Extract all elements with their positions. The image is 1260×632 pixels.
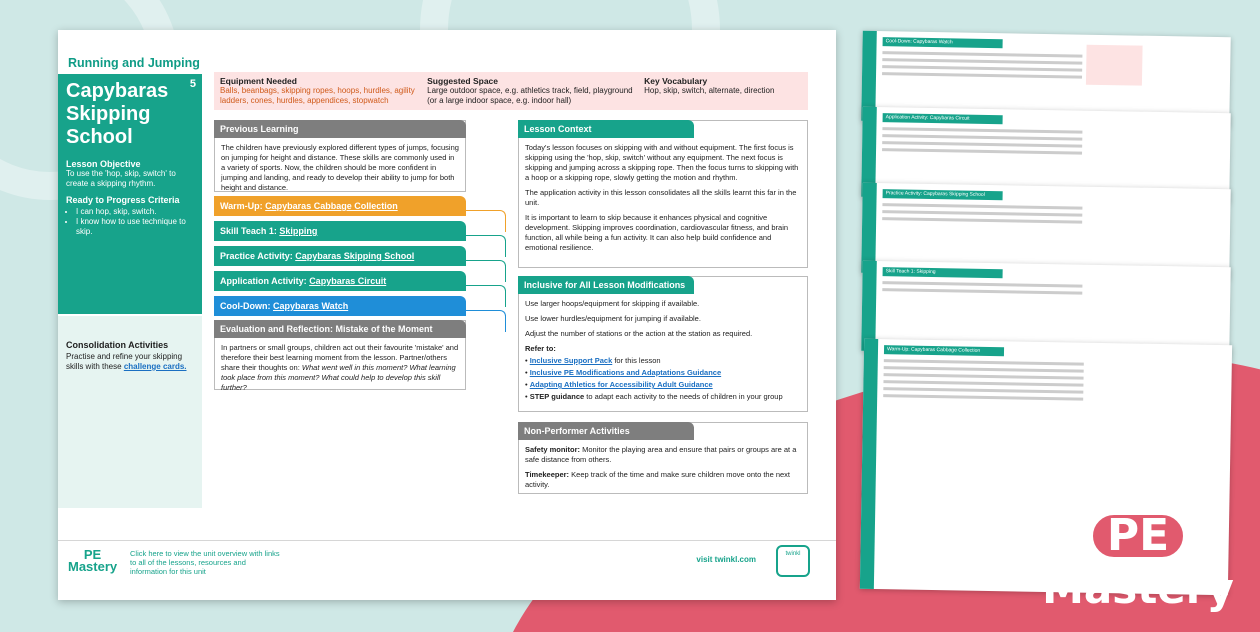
vocab-text: Hop, skip, switch, alternate, direction [644, 86, 775, 95]
twinkl-badge-icon: twinkl [776, 545, 810, 577]
strip-divider [466, 310, 506, 332]
sidebar [58, 54, 202, 508]
previous-heading: Previous Learning [214, 120, 466, 138]
objective-heading: Lesson Objective [66, 159, 141, 169]
guidance-item: • STEP guidance to adapt each activity to the needs of children in your group [525, 392, 801, 402]
inclusive-heading: Inclusive for All Lesson Modifications [518, 276, 694, 294]
step-guidance: STEP guidance [529, 392, 585, 401]
inclusive-box [518, 276, 808, 412]
vocab-heading: Key Vocabulary [644, 76, 708, 86]
visit-link[interactable]: visit twinkl.com [696, 555, 756, 564]
context-heading: Lesson Context [518, 120, 694, 138]
preview-title: Practice Activity: Capybaras Skipping School [883, 189, 1003, 200]
preview-title: Warm-Up: Capybaras Cabbage Collection [884, 345, 1004, 356]
equipment-bar [214, 72, 808, 110]
safety-monitor: Safety monitor: Monitor the playing area and ensure that pairs or groups are at a safe distance from others. [525, 445, 797, 464]
application-link[interactable]: Capybaras Circuit [309, 276, 387, 286]
lesson-number: 5 [189, 78, 196, 90]
lesson-header [58, 74, 202, 314]
context-p3: It is important to learn to skip because it enhances physical and cognitive development. Skipping improves coordination, cardiovascular fitness, and brain function, all while being a fun activity. It can also help build confidence and emotional resilience. [525, 213, 789, 252]
equipment-heading: Equipment Needed [220, 76, 297, 86]
modifications-link[interactable]: Inclusive PE Modifications and Adaptations Guidance [529, 368, 722, 377]
lesson-context-box [518, 120, 808, 268]
evaluation-heading: Evaluation and Reflection: Mistake of the Moment [214, 320, 466, 338]
space-col [427, 76, 644, 106]
non-performer-box [518, 422, 808, 494]
guidance-item [525, 368, 801, 378]
consolidation-heading: Consolidation Activities [66, 340, 169, 350]
ready-item: • I can hop, skip, switch. [76, 207, 194, 217]
ready-list [66, 207, 194, 237]
preview-title: Application Activity: Capybaras Circuit [883, 113, 1003, 124]
guidance-list [525, 356, 801, 402]
objective-text: To use the 'hop, skip, switch' to create a skipping rhythm. [66, 169, 176, 188]
support-pack-link[interactable]: Inclusive Support Pack [529, 356, 613, 365]
inclusive-p3: Adjust the number of stations or the action at the station as required. [525, 329, 753, 338]
context-p2: The application activity in this lesson consolidates all the skills learnt this far in the unit. [525, 188, 797, 207]
pe-mastery-brand-logo: PE Mastery [1042, 510, 1234, 613]
timekeeper: Timekeeper: Keep track of the time and make sure children move onto the next activity. [525, 470, 791, 489]
practice-strip[interactable]: Practice Activity: Capybaras Skipping School [214, 246, 466, 266]
warmup-link[interactable]: Capybaras Cabbage Collection [265, 201, 398, 211]
application-strip[interactable]: Application Activity: Capybaras Circuit [214, 271, 466, 291]
preview-title: Skill Teach 1: Skipping [883, 267, 1003, 278]
strip-divider [466, 235, 506, 257]
strip-divider [466, 285, 506, 307]
skill-strip[interactable]: Skill Teach 1: Skipping [214, 221, 466, 241]
strip-divider [466, 210, 506, 232]
previous-learning-box [214, 120, 466, 192]
equipment-col [220, 76, 427, 106]
strip-divider [466, 260, 506, 282]
cooldown-link[interactable]: Capybaras Watch [273, 301, 349, 311]
evaluation-box [214, 320, 466, 390]
context-p1: Today's lesson focuses on skipping with and without equipment. The first focus is skipping using the 'hop, skip, switch' without any equipment. The next focus is skipping and jumping across a skipping rope. Then the focus turns to skipping with a hoop or a skipping rope, slowly getting the motion and rhythm. [525, 143, 799, 182]
page-footer [58, 540, 836, 590]
consolidation-box [58, 316, 202, 508]
ready-heading: Ready to Progress Criteria [66, 195, 180, 205]
lesson-title: Capybaras Skipping School [66, 80, 169, 148]
vocab-col [644, 76, 802, 106]
preview-title: Cool-Down: Capybaras Watch [883, 37, 1003, 48]
ready-item: • I know how to use technique to skip. [76, 217, 194, 237]
space-heading: Suggested Space [427, 76, 498, 86]
practice-link[interactable]: Capybaras Skipping School [295, 251, 415, 261]
space-text: Large outdoor space, e.g. athletics track, field, playground (or a large indoor space, e.g. indoor hall) [427, 86, 633, 105]
unit-overview-link[interactable]: Click here to view the unit overview with links to all of the lessons, resources and information for this unit [130, 549, 280, 576]
unit-title: Running and Jumping [68, 56, 200, 70]
skill-link[interactable]: Skipping [279, 226, 318, 236]
previous-text: The children have previously explored different types of jumps, focusing on jumping for height and distance. These skills are commonly used in a variety of sports. Now, the children should be more confident in jumping and landing, and ready to develop their ability to jump for both height and distance. [221, 143, 459, 192]
cooldown-strip[interactable]: Cool-Down: Capybaras Watch [214, 296, 466, 316]
equipment-text: Balls, beanbags, skipping ropes, hoops, hurdles, agility ladders, cones, hurdles, appendices, stopwatch [220, 86, 415, 105]
guidance-item: • Inclusive Support Pack for this lesson [525, 356, 801, 366]
lesson-plan-page [58, 30, 836, 600]
warmup-strip[interactable]: Warm-Up: Capybaras Cabbage Collection [214, 196, 466, 216]
refer-label: Refer to: [525, 344, 556, 353]
pe-mastery-logo: PE Mastery [68, 547, 118, 574]
challenge-cards-link[interactable]: challenge cards. [123, 362, 187, 371]
inclusive-p1: Use larger hoops/equipment for skipping if available. [525, 299, 700, 308]
evaluation-body: In partners or small groups, children act out their favourite 'mistake' and therefore their best learning moment from the lesson. Partner/others share their thoughts on: What went well in this moment? What learning took place from this moment? What could help to develop this skill further? [221, 343, 459, 392]
nonperformer-heading: Non-Performer Activities [518, 422, 694, 440]
consolidation-text: Practise and refine your skipping skills with these challenge cards. [66, 352, 187, 371]
guidance-item [525, 380, 801, 390]
inclusive-p2: Use lower hurdles/equipment for jumping if available. [525, 314, 701, 323]
athletics-guidance-link[interactable]: Adapting Athletics for Accessibility Adult Guidance [529, 380, 713, 389]
